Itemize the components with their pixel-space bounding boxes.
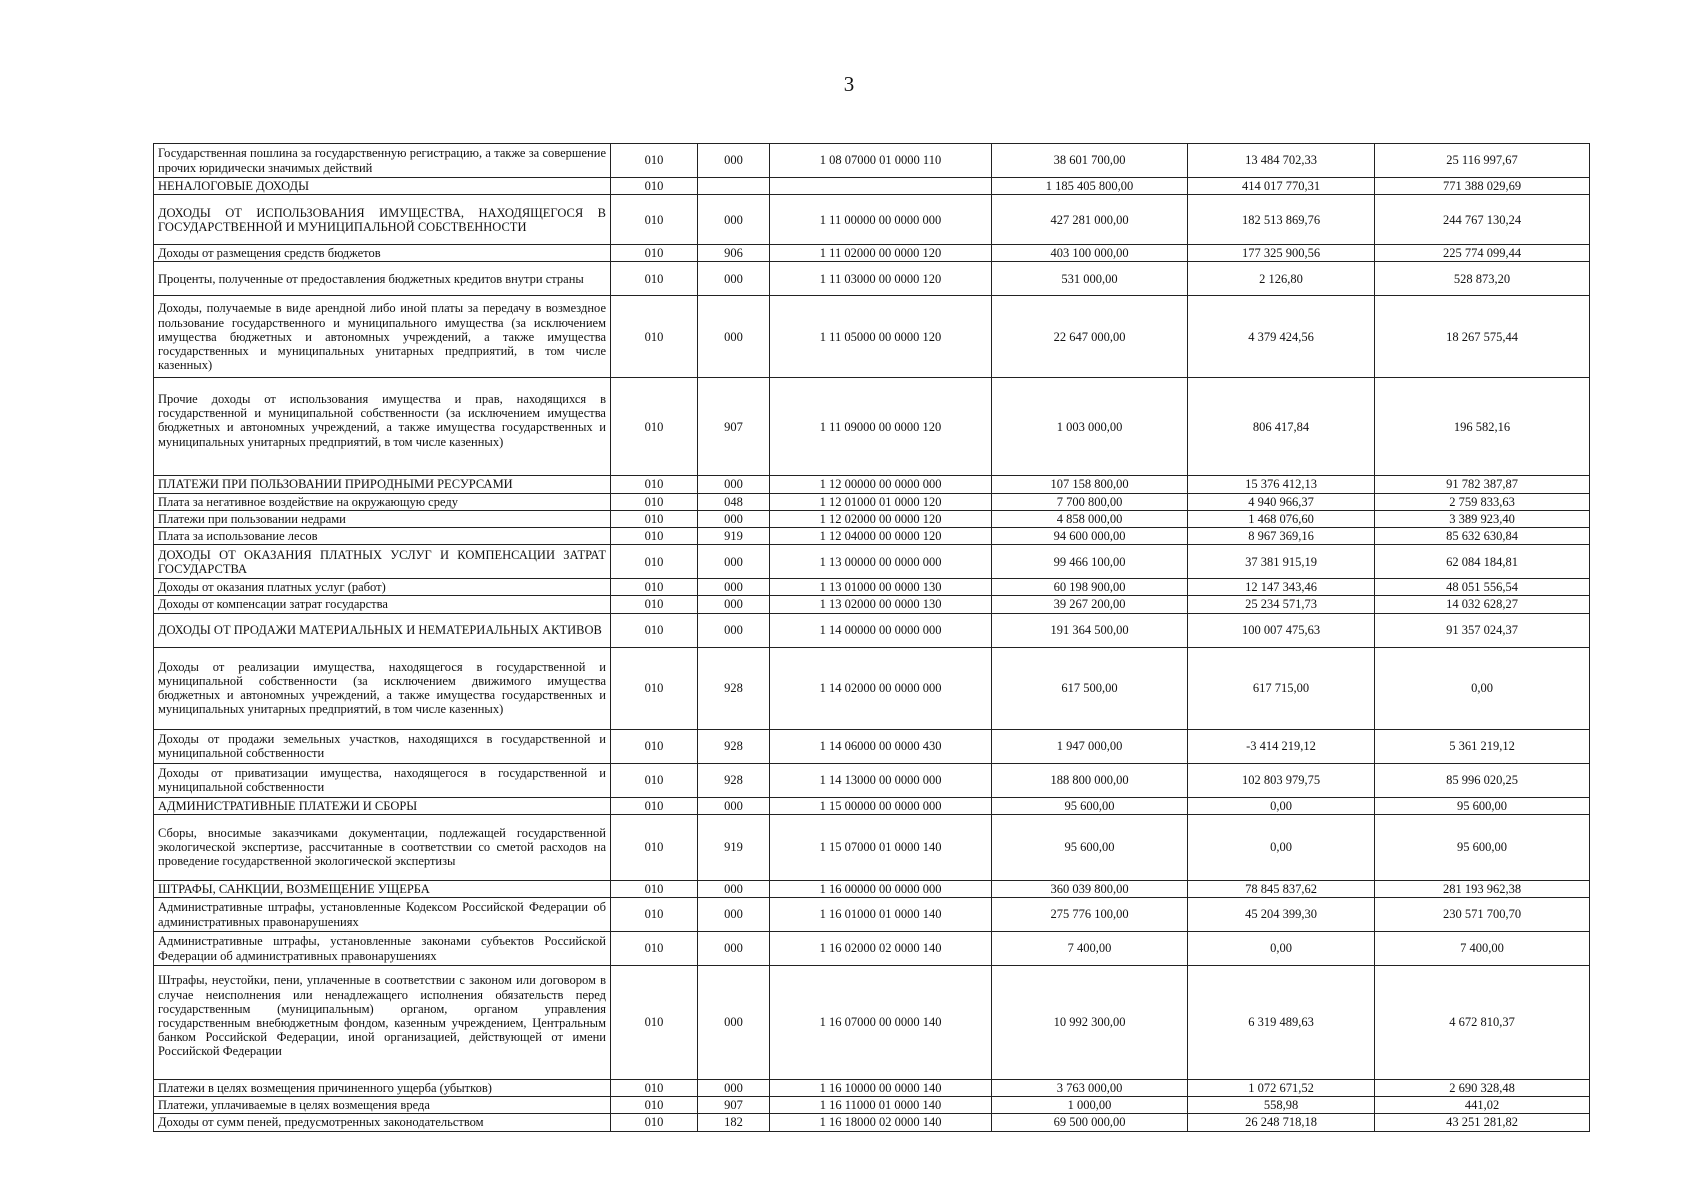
row-code-a: 010: [611, 1080, 698, 1097]
row-name: НЕНАЛОГОВЫЕ ДОХОДЫ: [154, 178, 611, 195]
table-row: [154, 262, 1590, 296]
row-name: ДОХОДЫ ОТ ПРОДАЖИ МАТЕРИАЛЬНЫХ И НЕМАТЕРИАЛЬНЫХ АКТИВОВ: [154, 613, 611, 647]
row-name: Платежи, уплачиваемые в целях возмещения вреда: [154, 1097, 611, 1114]
row-code-a: 010: [611, 898, 698, 932]
row-remaining: 85 632 630,84: [1375, 528, 1590, 545]
row-code-a: 010: [611, 647, 698, 729]
row-code-b: 000: [698, 195, 770, 245]
row-budget-code: 1 12 02000 00 0000 120: [770, 510, 992, 527]
row-approved: 427 281 000,00: [992, 195, 1188, 245]
row-executed: 15 376 412,13: [1188, 476, 1375, 493]
row-budget-code: 1 11 00000 00 0000 000: [770, 195, 992, 245]
row-code-b: 000: [698, 966, 770, 1080]
row-name: ШТРАФЫ, САНКЦИИ, ВОЗМЕЩЕНИЕ УЩЕРБА: [154, 880, 611, 897]
row-executed: 806 417,84: [1188, 378, 1375, 476]
row-budget-code: [770, 178, 992, 195]
table-row: [154, 880, 1590, 897]
row-code-a: 010: [611, 880, 698, 897]
row-remaining: 7 400,00: [1375, 932, 1590, 966]
table-row: [154, 476, 1590, 493]
row-code-a: 010: [611, 579, 698, 596]
row-approved: 531 000,00: [992, 262, 1188, 296]
row-approved: 22 647 000,00: [992, 296, 1188, 378]
row-budget-code: 1 16 18000 02 0000 140: [770, 1114, 992, 1131]
table-row: [154, 613, 1590, 647]
row-approved: 360 039 800,00: [992, 880, 1188, 897]
row-name: Доходы от продажи земельных участков, находящихся в государственной и муниципальной собственности: [154, 729, 611, 763]
row-executed: 0,00: [1188, 797, 1375, 814]
row-code-a: 010: [611, 1114, 698, 1131]
row-budget-code: 1 14 06000 00 0000 430: [770, 729, 992, 763]
table-row: [154, 1097, 1590, 1114]
row-budget-code: 1 14 02000 00 0000 000: [770, 647, 992, 729]
row-remaining: 91 782 387,87: [1375, 476, 1590, 493]
row-code-a: 010: [611, 814, 698, 880]
row-approved: 1 947 000,00: [992, 729, 1188, 763]
row-code-a: 010: [611, 966, 698, 1080]
row-code-b: 000: [698, 262, 770, 296]
row-code-b: 000: [698, 797, 770, 814]
row-name: Доходы от реализации имущества, находящегося в государственной и муниципальной собственности (за исключением движимого имущества бюджетных и автономных учреждений, а также имущества государственных и муниципальных унитарных предприятий, в том числе казенных): [154, 647, 611, 729]
row-executed: 1 468 076,60: [1188, 510, 1375, 527]
row-approved: 99 466 100,00: [992, 545, 1188, 579]
row-code-b: 919: [698, 814, 770, 880]
row-approved: 1 185 405 800,00: [992, 178, 1188, 195]
row-code-b: 000: [698, 510, 770, 527]
row-budget-code: 1 15 00000 00 0000 000: [770, 797, 992, 814]
row-name: АДМИНИСТРАТИВНЫЕ ПЛАТЕЖИ И СБОРЫ: [154, 797, 611, 814]
row-budget-code: 1 16 02000 02 0000 140: [770, 932, 992, 966]
row-code-a: 010: [611, 528, 698, 545]
row-budget-code: 1 16 10000 00 0000 140: [770, 1080, 992, 1097]
row-executed: 177 325 900,56: [1188, 245, 1375, 262]
row-name: Доходы от оказания платных услуг (работ): [154, 579, 611, 596]
table-row: [154, 579, 1590, 596]
row-executed: 45 204 399,30: [1188, 898, 1375, 932]
row-code-b: 000: [698, 296, 770, 378]
row-code-a: 010: [611, 932, 698, 966]
row-name: ПЛАТЕЖИ ПРИ ПОЛЬЗОВАНИИ ПРИРОДНЫМИ РЕСУРСАМИ: [154, 476, 611, 493]
table-row: [154, 814, 1590, 880]
row-executed: 617 715,00: [1188, 647, 1375, 729]
row-approved: 95 600,00: [992, 814, 1188, 880]
row-executed: 0,00: [1188, 932, 1375, 966]
row-budget-code: 1 16 00000 00 0000 000: [770, 880, 992, 897]
table-row: [154, 797, 1590, 814]
row-approved: 1 003 000,00: [992, 378, 1188, 476]
row-approved: 191 364 500,00: [992, 613, 1188, 647]
row-executed: 182 513 869,76: [1188, 195, 1375, 245]
row-remaining: 95 600,00: [1375, 797, 1590, 814]
row-executed: 26 248 718,18: [1188, 1114, 1375, 1131]
row-code-b: 000: [698, 932, 770, 966]
row-executed: 6 319 489,63: [1188, 966, 1375, 1080]
row-remaining: 196 582,16: [1375, 378, 1590, 476]
row-budget-code: 1 11 02000 00 0000 120: [770, 245, 992, 262]
page-number: 3: [843, 72, 855, 96]
row-budget-code: 1 12 00000 00 0000 000: [770, 476, 992, 493]
table-body: [154, 144, 1590, 1132]
row-code-a: 010: [611, 245, 698, 262]
row-approved: 403 100 000,00: [992, 245, 1188, 262]
row-name: Административные штрафы, установленные законами субъектов Российской Федерации об административных правонарушениях: [154, 932, 611, 966]
row-budget-code: 1 11 03000 00 0000 120: [770, 262, 992, 296]
revenue-table: [153, 143, 1590, 1132]
row-name: Доходы от компенсации затрат государства: [154, 596, 611, 613]
row-code-b: 000: [698, 1080, 770, 1097]
row-approved: 3 763 000,00: [992, 1080, 1188, 1097]
row-remaining: 2 759 833,63: [1375, 493, 1590, 510]
row-executed: 8 967 369,16: [1188, 528, 1375, 545]
row-remaining: 528 873,20: [1375, 262, 1590, 296]
row-code-a: 010: [611, 613, 698, 647]
row-executed: 558,98: [1188, 1097, 1375, 1114]
table-row: [154, 1114, 1590, 1131]
row-executed: 102 803 979,75: [1188, 763, 1375, 797]
row-budget-code: 1 12 01000 01 0000 120: [770, 493, 992, 510]
row-approved: 39 267 200,00: [992, 596, 1188, 613]
table-row: [154, 493, 1590, 510]
table-row: [154, 647, 1590, 729]
row-approved: 4 858 000,00: [992, 510, 1188, 527]
row-executed: 13 484 702,33: [1188, 144, 1375, 178]
row-name: Проценты, полученные от предоставления бюджетных кредитов внутри страны: [154, 262, 611, 296]
table-row: [154, 545, 1590, 579]
row-remaining: 441,02: [1375, 1097, 1590, 1114]
row-budget-code: 1 16 07000 00 0000 140: [770, 966, 992, 1080]
row-executed: 100 007 475,63: [1188, 613, 1375, 647]
row-remaining: 5 361 219,12: [1375, 729, 1590, 763]
row-code-b: 907: [698, 1097, 770, 1114]
row-code-b: 000: [698, 613, 770, 647]
row-remaining: 230 571 700,70: [1375, 898, 1590, 932]
row-remaining: 95 600,00: [1375, 814, 1590, 880]
row-code-a: 010: [611, 476, 698, 493]
row-code-b: 000: [698, 476, 770, 493]
row-code-a: 010: [611, 493, 698, 510]
row-remaining: 14 032 628,27: [1375, 596, 1590, 613]
row-name: ДОХОДЫ ОТ ИСПОЛЬЗОВАНИЯ ИМУЩЕСТВА, НАХОДЯЩЕГОСЯ В ГОСУДАРСТВЕННОЙ И МУНИЦИПАЛЬНОЙ СОБСТВЕННОСТИ: [154, 195, 611, 245]
row-executed: 37 381 915,19: [1188, 545, 1375, 579]
row-executed: 25 234 571,73: [1188, 596, 1375, 613]
table-row: [154, 966, 1590, 1080]
row-remaining: 225 774 099,44: [1375, 245, 1590, 262]
row-budget-code: 1 11 09000 00 0000 120: [770, 378, 992, 476]
table-row: [154, 932, 1590, 966]
table-row: [154, 528, 1590, 545]
row-name: Государственная пошлина за государственную регистрацию, а также за совершение прочих юридически значимых действий: [154, 144, 611, 178]
row-code-b: 182: [698, 1114, 770, 1131]
row-code-a: 010: [611, 763, 698, 797]
row-remaining: 281 193 962,38: [1375, 880, 1590, 897]
row-approved: 69 500 000,00: [992, 1114, 1188, 1131]
row-code-a: 010: [611, 797, 698, 814]
row-approved: 107 158 800,00: [992, 476, 1188, 493]
row-executed: -3 414 219,12: [1188, 729, 1375, 763]
row-approved: 95 600,00: [992, 797, 1188, 814]
row-name: Доходы, получаемые в виде арендной либо иной платы за передачу в возмездное пользование государственного и муниципального имущества (за исключением имущества бюджетных и автономных учреждений, а также имущества государственных и муниципальных унитарных предприятий, в том числе казенных): [154, 296, 611, 378]
row-name: Доходы от размещения средств бюджетов: [154, 245, 611, 262]
row-approved: 38 601 700,00: [992, 144, 1188, 178]
row-code-a: 010: [611, 1097, 698, 1114]
row-approved: 60 198 900,00: [992, 579, 1188, 596]
row-approved: 7 700 800,00: [992, 493, 1188, 510]
row-approved: 617 500,00: [992, 647, 1188, 729]
row-code-b: 928: [698, 729, 770, 763]
row-code-b: 048: [698, 493, 770, 510]
row-remaining: 85 996 020,25: [1375, 763, 1590, 797]
row-code-b: 000: [698, 596, 770, 613]
row-name: Плата за использование лесов: [154, 528, 611, 545]
row-code-b: 928: [698, 763, 770, 797]
row-budget-code: 1 13 02000 00 0000 130: [770, 596, 992, 613]
row-remaining: 48 051 556,54: [1375, 579, 1590, 596]
row-executed: 12 147 343,46: [1188, 579, 1375, 596]
table-row: [154, 178, 1590, 195]
row-budget-code: 1 12 04000 00 0000 120: [770, 528, 992, 545]
row-name: Сборы, вносимые заказчиками документации, подлежащей государственной экологической экспертизе, рассчитанные в соответствии со сметой расходов на проведение государственной экологической экспертизы: [154, 814, 611, 880]
row-name: Прочие доходы от использования имущества и прав, находящихся в государственной и муниципальной собственности (за исключением имущества бюджетных и автономных учреждений, а также имущества государственных и муниципальных унитарных предприятий, в том числе казенных): [154, 378, 611, 476]
row-code-a: 010: [611, 178, 698, 195]
row-remaining: 2 690 328,48: [1375, 1080, 1590, 1097]
row-code-a: 010: [611, 510, 698, 527]
row-budget-code: 1 16 11000 01 0000 140: [770, 1097, 992, 1114]
row-remaining: 91 357 024,37: [1375, 613, 1590, 647]
row-name: Платежи при пользовании недрами: [154, 510, 611, 527]
row-remaining: 43 251 281,82: [1375, 1114, 1590, 1131]
table-row: [154, 195, 1590, 245]
row-remaining: 62 084 184,81: [1375, 545, 1590, 579]
row-approved: 275 776 100,00: [992, 898, 1188, 932]
row-remaining: 25 116 997,67: [1375, 144, 1590, 178]
table-row: [154, 510, 1590, 527]
row-code-b: [698, 178, 770, 195]
row-approved: 94 600 000,00: [992, 528, 1188, 545]
row-approved: 10 992 300,00: [992, 966, 1188, 1080]
table-row: [154, 763, 1590, 797]
row-code-b: 919: [698, 528, 770, 545]
row-executed: 2 126,80: [1188, 262, 1375, 296]
row-budget-code: 1 16 01000 01 0000 140: [770, 898, 992, 932]
row-name: Доходы от сумм пеней, предусмотренных законодательством: [154, 1114, 611, 1131]
row-code-b: 000: [698, 880, 770, 897]
row-budget-code: 1 14 13000 00 0000 000: [770, 763, 992, 797]
row-code-a: 010: [611, 262, 698, 296]
row-code-a: 010: [611, 296, 698, 378]
table-row: [154, 296, 1590, 378]
row-code-b: 907: [698, 378, 770, 476]
row-executed: 0,00: [1188, 814, 1375, 880]
table-row: [154, 596, 1590, 613]
row-code-b: 906: [698, 245, 770, 262]
row-code-a: 010: [611, 545, 698, 579]
row-approved: 7 400,00: [992, 932, 1188, 966]
row-budget-code: 1 11 05000 00 0000 120: [770, 296, 992, 378]
row-code-b: 000: [698, 898, 770, 932]
table-row: [154, 898, 1590, 932]
row-code-a: 010: [611, 144, 698, 178]
row-name: Доходы от приватизации имущества, находящегося в государственной и муниципальной собственности: [154, 763, 611, 797]
row-budget-code: 1 14 00000 00 0000 000: [770, 613, 992, 647]
row-code-a: 010: [611, 195, 698, 245]
row-code-b: 000: [698, 545, 770, 579]
row-code-b: 000: [698, 579, 770, 596]
row-executed: 78 845 837,62: [1188, 880, 1375, 897]
table-row: [154, 144, 1590, 178]
row-budget-code: 1 15 07000 01 0000 140: [770, 814, 992, 880]
row-code-a: 010: [611, 729, 698, 763]
row-executed: 4 940 966,37: [1188, 493, 1375, 510]
row-name: Плата за негативное воздействие на окружающую среду: [154, 493, 611, 510]
row-remaining: 4 672 810,37: [1375, 966, 1590, 1080]
row-remaining: 771 388 029,69: [1375, 178, 1590, 195]
row-remaining: 244 767 130,24: [1375, 195, 1590, 245]
table-row: [154, 378, 1590, 476]
row-code-a: 010: [611, 596, 698, 613]
row-budget-code: 1 13 00000 00 0000 000: [770, 545, 992, 579]
row-executed: 414 017 770,31: [1188, 178, 1375, 195]
row-budget-code: 1 08 07000 01 0000 110: [770, 144, 992, 178]
row-name: Платежи в целях возмещения причиненного ущерба (убытков): [154, 1080, 611, 1097]
row-name: Штрафы, неустойки, пени, уплаченные в соответствии с законом или договором в случае неисполнения или ненадлежащего исполнения обязательств перед государственным (муниципальным) органом, органом управления государственным внебюджетным фондом, казенным учреждением, Центральным банком Российской Федерации, иной организацией, действующей от имени Российской Федерации: [154, 966, 611, 1080]
row-approved: 188 800 000,00: [992, 763, 1188, 797]
row-remaining: 18 267 575,44: [1375, 296, 1590, 378]
row-executed: 1 072 671,52: [1188, 1080, 1375, 1097]
row-name: Административные штрафы, установленные Кодексом Российской Федерации об административных правонарушениях: [154, 898, 611, 932]
row-remaining: 3 389 923,40: [1375, 510, 1590, 527]
row-approved: 1 000,00: [992, 1097, 1188, 1114]
row-code-a: 010: [611, 378, 698, 476]
row-remaining: 0,00: [1375, 647, 1590, 729]
row-code-b: 928: [698, 647, 770, 729]
table-row: [154, 729, 1590, 763]
table-row: [154, 1080, 1590, 1097]
table-row: [154, 245, 1590, 262]
row-budget-code: 1 13 01000 00 0000 130: [770, 579, 992, 596]
row-executed: 4 379 424,56: [1188, 296, 1375, 378]
row-name: ДОХОДЫ ОТ ОКАЗАНИЯ ПЛАТНЫХ УСЛУГ И КОМПЕНСАЦИИ ЗАТРАТ ГОСУДАРСТВА: [154, 545, 611, 579]
row-code-b: 000: [698, 144, 770, 178]
